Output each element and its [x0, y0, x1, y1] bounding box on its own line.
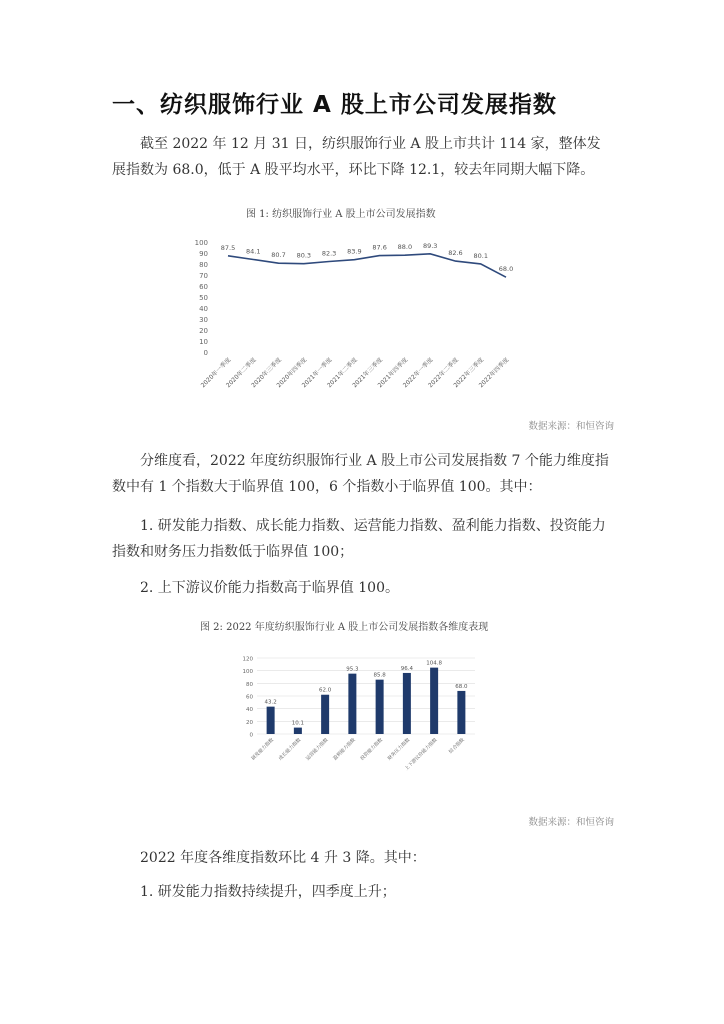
- y-tick-label: 40: [246, 707, 253, 714]
- data-label: 96.4: [400, 665, 413, 672]
- data-label: 85.8: [373, 672, 386, 679]
- x-tick-label: 2020年四季度: [275, 356, 309, 390]
- data-label: 80.3: [296, 251, 312, 260]
- data-label: 95.3: [346, 666, 359, 673]
- data-label: 87.6: [372, 243, 387, 252]
- data-label: 88.0: [397, 243, 413, 252]
- x-tick-label: 2021年一季度: [300, 356, 334, 390]
- x-tick-label: 2020年二季度: [224, 356, 258, 390]
- y-tick-label: 20: [199, 327, 208, 335]
- y-tick-label: 120: [242, 656, 253, 663]
- x-tick-label: 2020年三季度: [250, 356, 283, 390]
- section-title: 一、纺织服饰行业 A 股上市公司发展指数: [112, 92, 557, 118]
- figure2-caption: 图 2: 2022 年度纺织服饰行业 A 股上市公司发展指数各维度表现: [200, 622, 489, 633]
- x-tick-label: 综合指数: [448, 737, 466, 755]
- x-tick-label: 上下游议价能力指数: [404, 737, 439, 772]
- list-item-2: 2. 上下游议价能力指数高于临界值 100。: [140, 580, 399, 596]
- x-tick-label: 运营能力指数: [305, 737, 330, 762]
- bar: [348, 674, 356, 734]
- bar: [321, 695, 329, 734]
- y-tick-label: 0: [203, 349, 208, 357]
- intro-paragraph: 截至 2022 年 12 月 31 日，纺织服饰行业 A 股上市共计 114 家，整体发展指数为 68.0，低于 A 股平均水平，环比下降 12.1，较去年同期大幅下降。: [112, 136, 601, 178]
- bottom-paragraph: 2022 年度各维度指数环比 4 升 3 降。其中：: [140, 850, 426, 866]
- figure1-source: 数据来源：和恒咨询: [528, 421, 614, 432]
- data-label: 82.3: [321, 249, 337, 258]
- x-tick-label: 2021年二季度: [326, 356, 359, 390]
- data-label: 80.7: [271, 251, 286, 260]
- dimension-paragraph: 分维度看，2022 年度纺织服饰行业 A 股上市公司发展指数 7 个能力维度指数中有 1 个指数大于临界值 100，6 个指数小于临界值 100。其中：: [112, 453, 609, 495]
- x-tick-label: 2021年四季度: [376, 356, 410, 390]
- x-tick-label: 2022年二季度: [427, 356, 460, 390]
- y-tick-label: 10: [199, 338, 208, 346]
- data-label: 10.1: [291, 720, 304, 727]
- y-tick-label: 30: [199, 316, 208, 324]
- x-tick-label: 2021年三季度: [351, 356, 385, 390]
- y-tick-label: 20: [246, 719, 253, 726]
- y-tick-label: 90: [199, 250, 208, 258]
- x-tick-label: 2022年三季度: [452, 356, 486, 390]
- data-label: 68.0: [455, 683, 468, 690]
- x-tick-label: 2022年四季度: [477, 356, 511, 390]
- y-tick-label: 50: [199, 294, 208, 302]
- list-item-1: 1. 研发能力指数、成长能力指数、运营能力指数、盈利能力指数、投资能力指数和财务压力指数低于临界值 100；: [112, 518, 606, 560]
- data-label: 104.8: [426, 660, 442, 667]
- figure2-bar-chart: [235, 650, 485, 795]
- y-tick-label: 80: [246, 681, 253, 688]
- x-tick-label: 成长能力指数: [278, 737, 303, 762]
- x-tick-label: 盈利能力指数: [332, 737, 357, 762]
- bar: [403, 673, 411, 734]
- y-tick-label: 60: [199, 283, 208, 291]
- data-label: 62.0: [319, 687, 332, 694]
- x-tick-label: 投资能力指数: [360, 737, 385, 762]
- figure1-caption: 图 1: 纺织服饰行业 A 股上市公司发展指数: [246, 209, 436, 220]
- x-tick-label: 财务压力指数: [387, 737, 412, 762]
- data-label: 43.2: [264, 699, 277, 706]
- y-tick-label: 80: [199, 261, 208, 269]
- y-tick-label: 100: [194, 239, 208, 247]
- data-label: 83.9: [347, 247, 362, 256]
- bottom-list-item-1: 1. 研发能力指数持续提升，四季度上升；: [140, 884, 396, 900]
- y-tick-label: 100: [242, 669, 253, 676]
- y-tick-label: 40: [199, 305, 208, 313]
- data-label: 68.0: [498, 265, 514, 274]
- x-tick-label: 2020年一季度: [199, 356, 233, 390]
- data-label: 87.5: [220, 243, 236, 252]
- bar: [267, 707, 275, 734]
- data-label: 89.3: [422, 241, 438, 250]
- y-tick-label: 60: [246, 694, 253, 701]
- y-tick-label: 0: [249, 732, 253, 739]
- y-tick-label: 70: [199, 272, 208, 280]
- data-label: 82.6: [448, 249, 463, 258]
- x-tick-label: 2022年一季度: [401, 356, 435, 390]
- bar: [294, 728, 302, 734]
- data-label: 84.1: [246, 247, 261, 256]
- bar: [376, 680, 384, 734]
- bar: [457, 691, 465, 734]
- data-label: 80.1: [473, 251, 488, 260]
- x-tick-label: 研发能力指数: [251, 737, 276, 762]
- bar: [430, 668, 438, 734]
- figure1-line-chart: [190, 232, 535, 407]
- figure2-source: 数据来源：和恒咨询: [528, 817, 614, 828]
